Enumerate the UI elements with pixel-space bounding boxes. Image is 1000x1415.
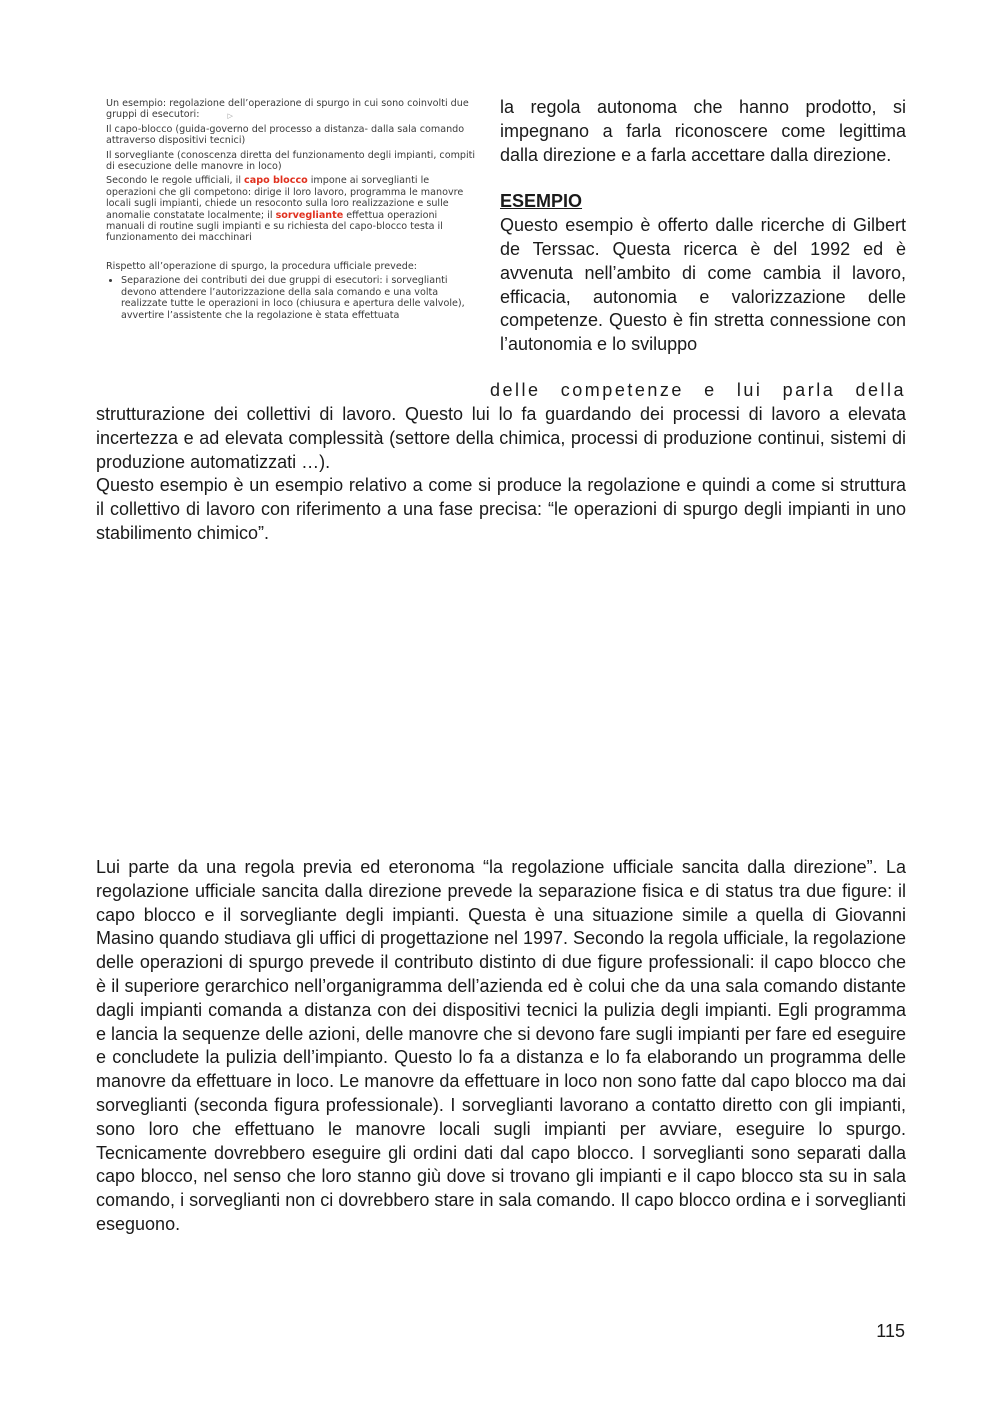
slide-procedure-intro: Rispetto all’operazione di spurgo, la procedura ufficiale prevede: bbox=[106, 260, 417, 272]
slide-bullet-list bbox=[106, 275, 476, 321]
paragraph-official-regulation: Lui parte da una regola previa ed eteronoma “la regolazione ufficiale sancita dalla direzione”. La regolazione ufficiale sancita dalla direzione prevede la separazione fisica e di status tra due figure: il capo blocco e il sorvegliante degli impianti. Questa è una situazione simile a quella di Giovanni Masino quando studiava gli uffici di progettazione nel 1997. Secondo la regola ufficiale, la regolazione delle operazioni di spurgo prevede il contributo distinto di due figure professionali: il capo blocco che è il superiore gerarchico nell’organigramma dell’azienda ed è colui che da una sala comando distante dagli impianti comanda a distanza con dei dispositivi tecnici la pulizia degli impianti. Egli programma e lancia la sequenze delle azioni, delle manovre che si devono fare sugli impianti per fare ed eseguire e concludete la pulizia dell’impianto. Questo lo fa a distanza e lo fa elaborando un programma delle manovre da effettuare in loco. Le manovre da effettuare in loco non sono fatte dal capo blocco ma dai sorveglianti (seconda figura professionale). I sorveglianti lavorano a contatto diretto con gli impianti, sono loro che effettuano le manovre locali sugli impianti per avviare, eseguire lo spurgo. Tecnicamente dovrebbero eseguire gli ordini dati dal capo blocco. I sorveglianti sono separati dalla capo blocco, nel senso che loro stanno giù dove si trovano gli impianti e il capo blocco sta su in sala comando, i sorveglianti non ci dovrebbero stare in sala comando. Il capo blocco ordina e i sorveglianti eseguono. bbox=[96, 857, 906, 1234]
slide-bullet-item: • Separazione dei contributi dei due gruppi di esecutori: i sorveglianti devono attendere l’autorizzazione della sala comando e una volta realizzate tutte le operazioni in loco (chiusura e apertura delle valvole), avvertire l’assistente che la regolazione è stata effettuata bbox=[121, 275, 476, 321]
slide-official-rules: Secondo le regole ufficiali, il capo blocco impone ai sorveglianti le operazioni che gli competono: dirige il loro lavoro, programma le manovre locali sugli impianti, chiede un resoconto sulla loro realizzazione e sulle anomalie constatate localmente; il sorvegliante effettua operazioni manuali di routine sugli impianti e su richiesta del capo-blocco testa il funzionamento dei macchinari bbox=[106, 175, 464, 244]
highlight-sorvegliante: sorvegliante bbox=[275, 209, 344, 221]
embedded-slide-image bbox=[106, 98, 476, 338]
page-number: 115 bbox=[876, 1321, 905, 1341]
slide-capo-blocco-definition: Il capo-blocco (guida-governo del processo a distanza- dalla sala comando attraverso dispositivi tecnici) bbox=[106, 123, 465, 147]
highlight-capo-blocco: capo blocco bbox=[244, 175, 308, 187]
paragraph-terssac-last-line: delle competenze e lui parla della bbox=[490, 380, 906, 400]
right-column-text bbox=[500, 96, 906, 357]
slide-sorvegliante-definition: Il sorvegliante (conoscenza diretta del funzionamento degli impianti, compiti di esecuzione delle manovre in loco) bbox=[106, 149, 476, 173]
paragraph-autonomous-rule: la regola autonoma che hanno prodotto, si impegnano a farla riconoscere come legittima dalla direzione e a farla accettare dalla direzione. bbox=[500, 97, 906, 165]
body-lower bbox=[96, 856, 906, 1237]
paragraph-collettivi: strutturazione dei collettivi di lavoro. Questo lui lo fa guardando dei processi di lavoro a elevata incertezza e ad elevata complessità (settore della chimica, processi di produzione continui, sistemi di produzione automatizzati …). bbox=[96, 404, 906, 472]
body-upper bbox=[96, 403, 906, 546]
pointer-cursor-icon: ▷ bbox=[227, 112, 233, 121]
section-heading-esempio: ESEMPIO bbox=[500, 191, 583, 212]
paragraph-terssac-intro: Questo esempio è offerto dalle ricerche di Gilbert de Terssac. Questa ricerca è del 1992 ed è avvenuta nell’ambito di come cambia il lavoro, efficacia, autonomia e valorizzazione delle competenze. Questo è fin stretta connessione con l’autonomia e lo sviluppo bbox=[500, 215, 906, 355]
paragraph-example-spurgo: Questo esempio è un esempio relativo a come si produce la regolazione e quindi a come si struttura il collettivo di lavoro con riferimento a una fase precisa: “le operazioni di spurgo degli impianti in uno stabilimento chimico”. bbox=[96, 475, 906, 543]
slide-intro: Un esempio: regolazione dell’operazione di spurgo in cui sono coinvolti due gruppi di esecutori: bbox=[106, 98, 469, 121]
